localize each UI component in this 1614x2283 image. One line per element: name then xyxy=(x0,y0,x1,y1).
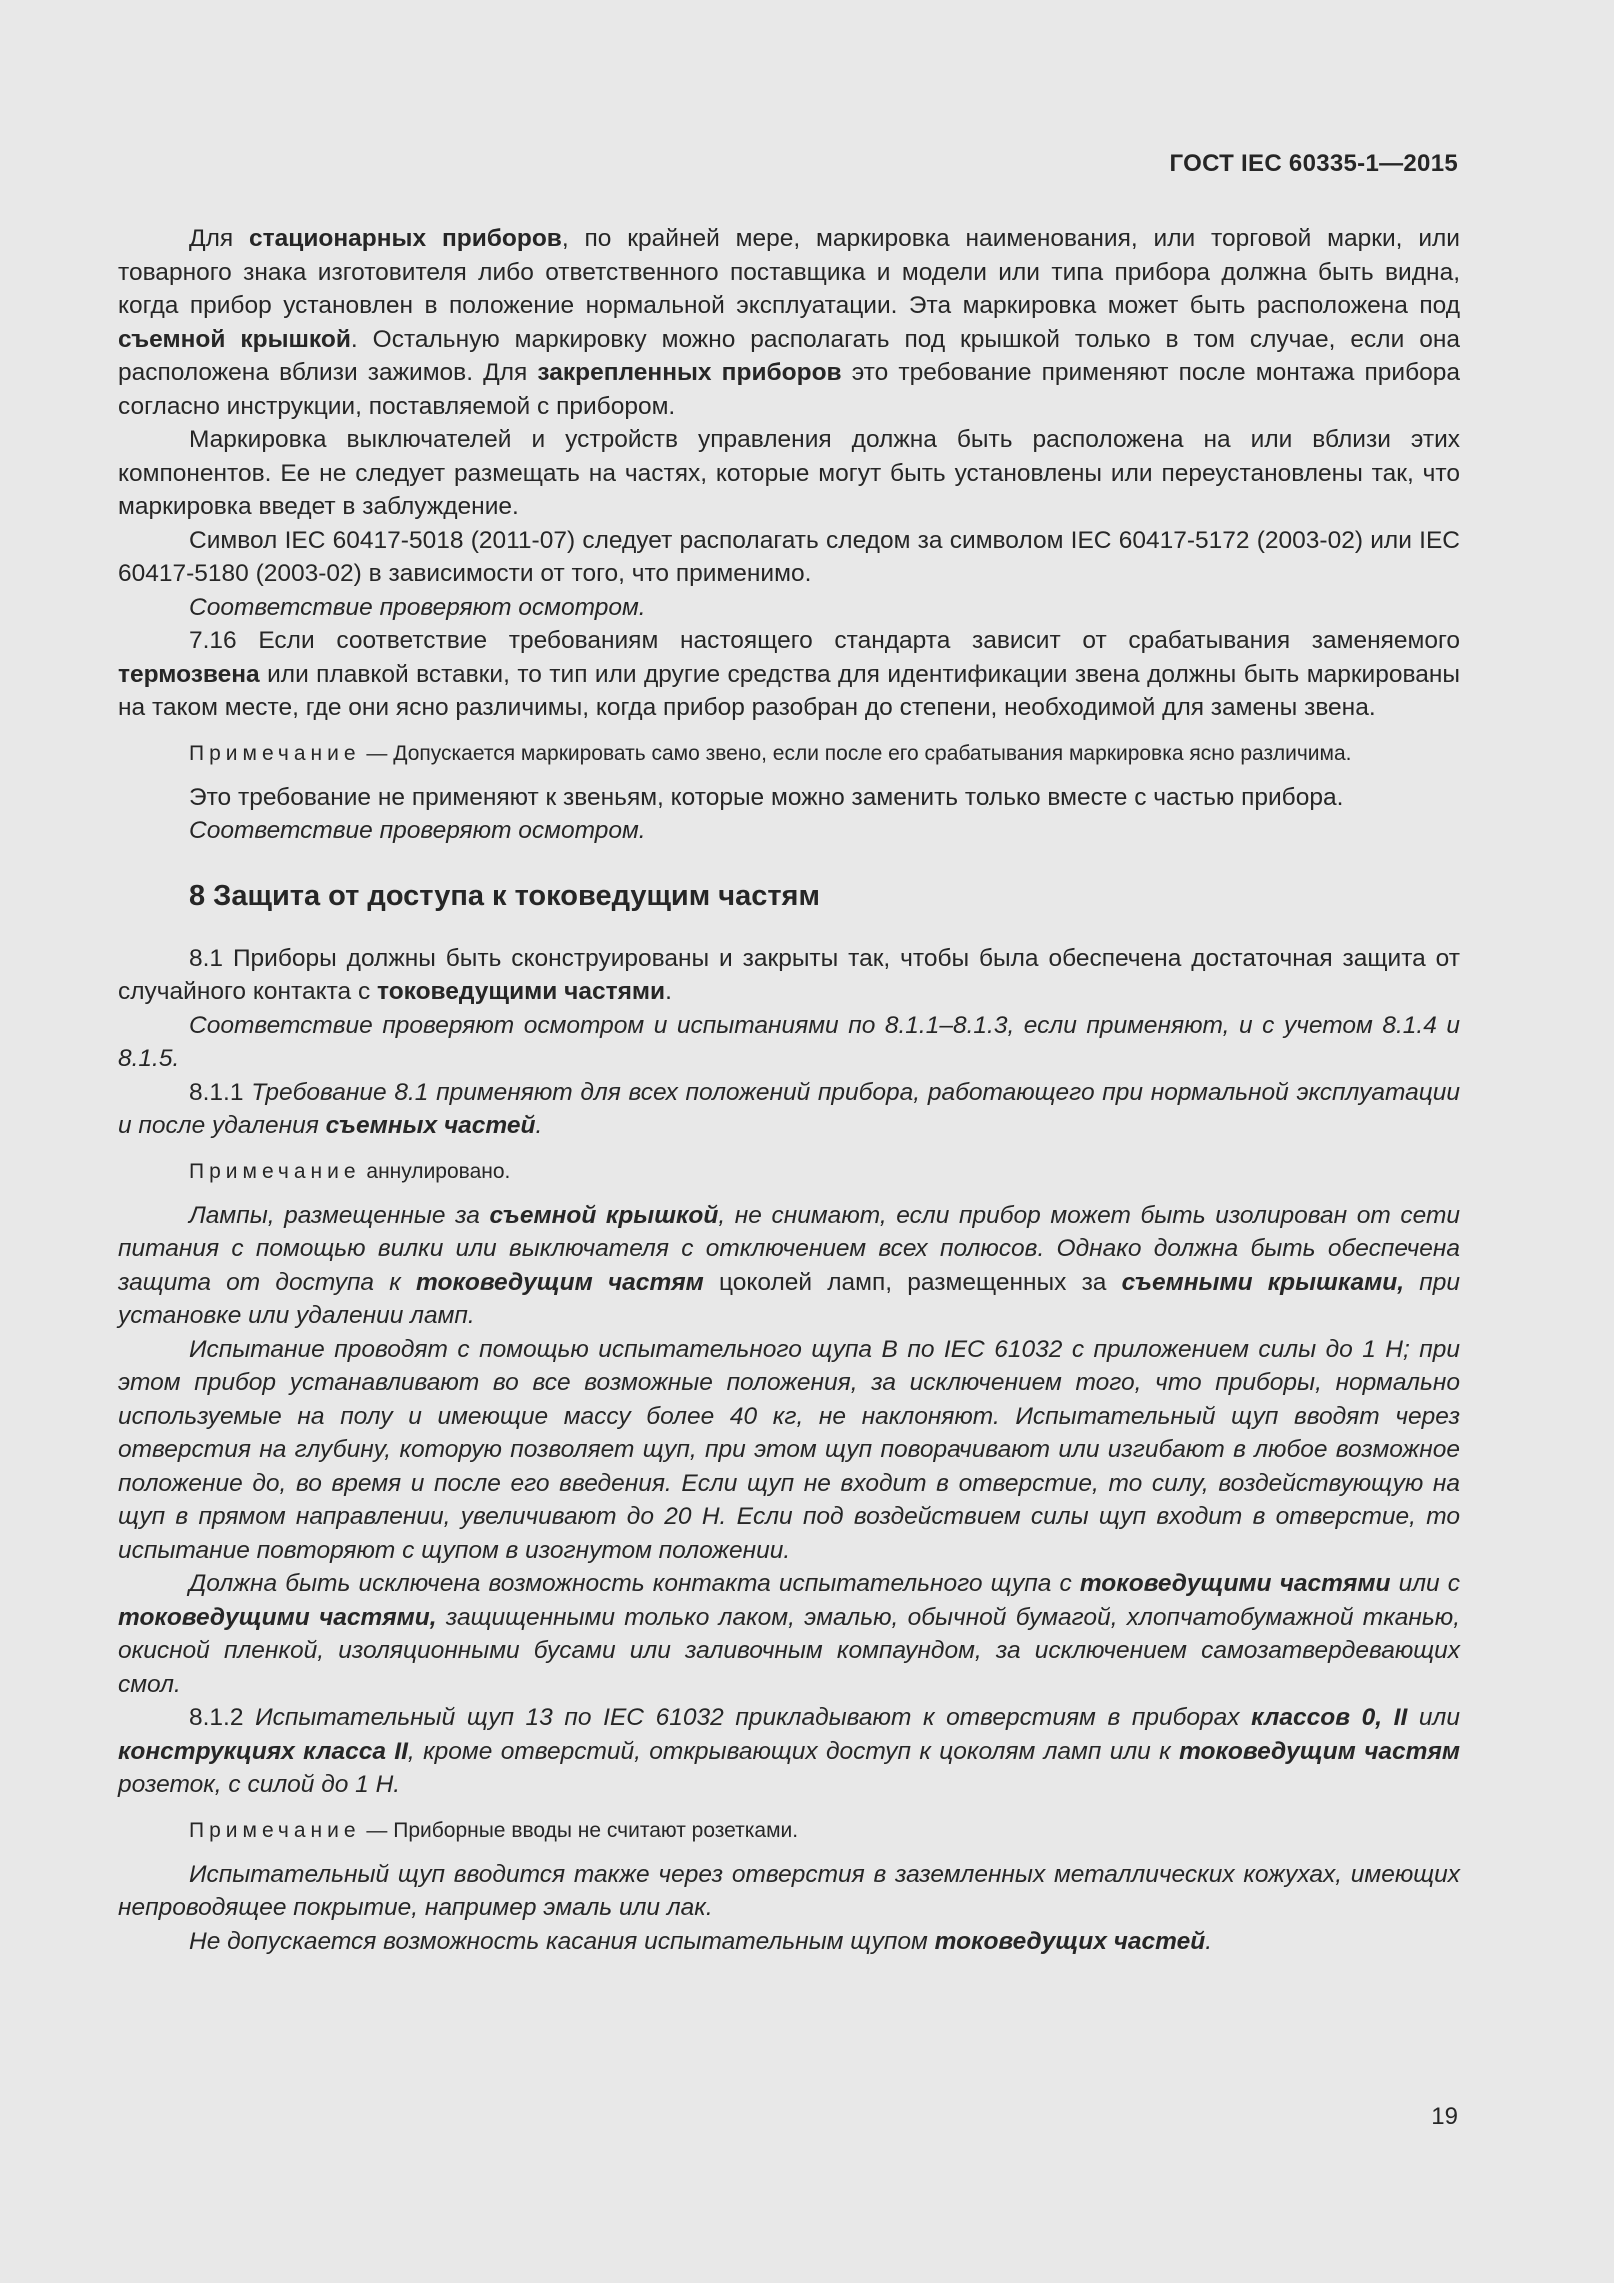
paragraph-8-1-1: 8.1.1 Требование 8.1 применяют для всех положений прибора, работающего при нормальной эксплуатации и после удаления съемных частей. xyxy=(118,1078,1460,1139)
page-content xyxy=(118,222,1460,1958)
paragraph-switch-marking: Маркировка выключателей и устройств управления должна быть расположена на или вблизи этих компонентов. Ее не следует размещать на частях, которые могут быть установлены или переустановлены так, что маркировка введет в заблуждение. xyxy=(118,426,1460,520)
paragraph-8-1-2: 8.1.2 Испытательный щуп 13 по IEC 61032 прикладывают к отверстиям в приборах классов 0, II или конструкциях класса II, кроме отверстий, открывающих доступ к цоколям ламп или к токоведущим частям розеток, с силой до 1 Н. xyxy=(118,1704,1461,1798)
paragraph-test-probe-b: Испытание проводят с помощью испытательного щупа В по IEC 61032 с приложением силы до 1 Н; при этом прибор устанавливают во все возможные положения, за исключением того, что приборы, нормально используемые на полу и имеющие массу более 40 кг, не наклоняют. Испытательный щуп вводят через отверстия на глубину, которую позволяет щуп, при этом щуп поворачивают или изгибают в любое возможное положение до, во время и после его введения. Если щуп не входит в отверстие, то силу, воздействующую на щуп в прямом направлении, увеличивают до 20 Н. Если под воздействием силы щуп входит в отверстие, то испытание повторяют с щупом в изогнутом положении. xyxy=(118,1335,1460,1564)
paragraph-compliance-2: Соответствие проверяют осмотром. xyxy=(189,817,646,844)
page-number: 19 xyxy=(1431,2103,1458,2130)
paragraph-compliance-8-1: Соответствие проверяют осмотром и испытаниями по 8.1.1–8.1.3, если применяют, и с учетом 8.1.4 и 8.1.5. xyxy=(118,1011,1460,1072)
paragraph-grounded-enclosures: Испытательный щуп вводится также через отверстия в заземленных металлических кожухах, имеющих непроводящее покрытие, например эмаль или лак. xyxy=(118,1860,1460,1921)
note-thermal-link: Примечание — Допускается маркировать само звено, если после его срабатывания маркировка ясно различима. xyxy=(189,741,1352,765)
document-id-header: ГОСТ IEC 60335-1—2015 xyxy=(1169,150,1458,177)
paragraph-contact-excluded: Должна быть исключена возможность контакта испытательного щупа с токоведущими частями или с токоведущими частями, защищенными только лаком, эмалью, обычной бумагой, хлопчатобумажной тканью, окисной пленкой, изоляционными бусами или заливочным компаундом, за исключением самозатвердевающих смол. xyxy=(118,1570,1461,1698)
paragraph-7-16: 7.16 Если соответствие требованиям настоящего стандарта зависит от срабатывания заменяемого термозвена или плавкой вставки, то тип или другие средства для идентификации звена должны быть маркированы на таком месте, где они ясно различимы, когда прибор разобран до степени, необходимой для замены звена. xyxy=(118,627,1460,721)
paragraph-stationary-marking: Для стационарных приборов, по крайней мере, маркировка наименования, или торговой марки, или товарного знака изготовителя либо ответственного поставщика и модели или типа прибора должна быть видна, когда прибор установлен в положение нормальной эксплуатации. Эта маркировка может быть расположена под съемной крышкой. Остальную маркировку можно располагать под крышкой только в том случае, если она расположена вблизи зажимов. Для закрепленных приборов это требование применяют после монтажа прибора согласно инструкции, поставляемой с прибором. xyxy=(118,225,1460,420)
note-appliance-inlets: Примечание — Приборные вводы не считают розетками. xyxy=(189,1818,799,1842)
paragraph-compliance-1: Соответствие проверяют осмотром. xyxy=(189,593,646,621)
paragraph-requirement-not-applied: Это требование не применяют к звеньям, которые можно заменить только вместе с частью прибора. xyxy=(189,783,1344,811)
section-title-8: 8 Защита от доступа к токоведущим частям xyxy=(189,879,820,912)
note-annulled: Примечание аннулировано. xyxy=(189,1159,511,1183)
paragraph-symbol-iec: Символ IEC 60417-5018 (2011-07) следует располагать следом за символом IEC 60417-5172 (2003-02) или IEC 60417-5180 (2003-02) в зависимости от того, что применимо. xyxy=(118,526,1460,587)
paragraph-8-1: 8.1 Приборы должны быть сконструированы и закрыты так, чтобы была обеспечена достаточная защита от случайного контакта с токоведущими частями. xyxy=(118,944,1460,1005)
paragraph-lamps: Лампы, размещенные за съемной крышкой, не снимают, если прибор может быть изолирован от сети питания с помощью вилки или выключателя с отключением всех полюсов. Однако должна быть обеспечена защита от доступа к токоведущим частям цоколей ламп, размещенных за съемными крышками, при установке или удалении ламп. xyxy=(118,1201,1461,1329)
paragraph-no-touch: Не допускается возможность касания испытательным щупом токоведущих частей. xyxy=(189,1927,1213,1955)
